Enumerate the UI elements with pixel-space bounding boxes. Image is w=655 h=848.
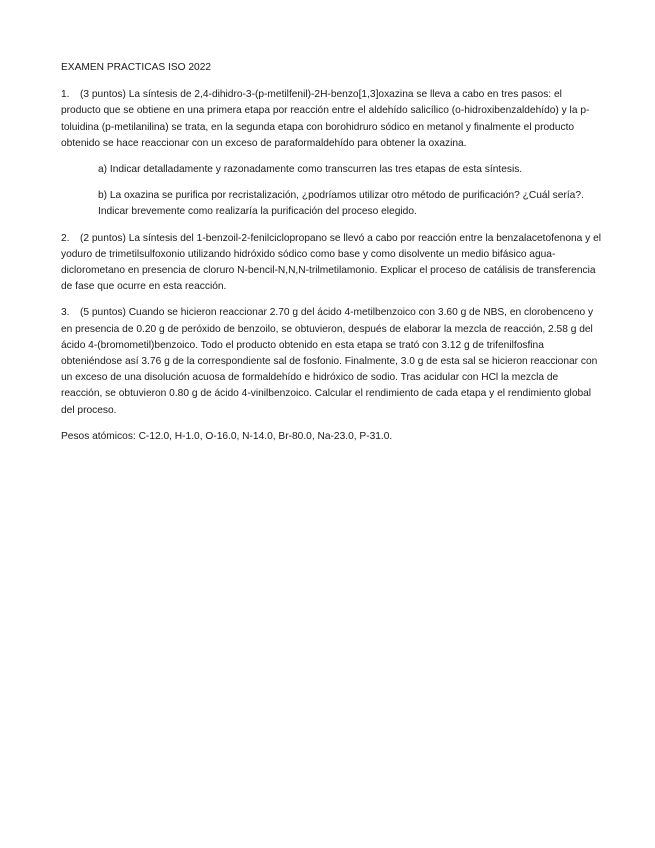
- question-number: 1.: [61, 89, 70, 101]
- question-number: 3.: [61, 307, 70, 319]
- question-1-sub-b: b) La oxazina se purifica por recristalización, ¿podríamos utilizar otro método de purificación? ¿Cuál sería?. Indicar brevemente como realizaría la purificación del proceso elegido.: [98, 190, 584, 218]
- question-1-sub-a: a) Indicar detalladamente y razonadamente como transcurren las tres etapas de esta síntesis.: [98, 164, 523, 176]
- question-text: (3 puntos) La síntesis de 2,4-dihidro-3-(p-metilfenil)-2H-benzo[1,3]oxazina se lleva a cabo en tres pasos: el producto que se obtiene en una primera etapa por reacción entre el aldehído salicílico (o-hidroxibenzaldehído) y la p-toluidina (p-metilanilina) se trata, en la segunda etapa con borohidruro sódico en metanol y finalmente el producto obtenido se hace reaccionar con un exceso de paraformaldehído para obtener la oxazina.: [61, 89, 590, 149]
- question-1: [61, 87, 601, 152]
- document-body: [61, 60, 601, 445]
- question-text: (2 puntos) La síntesis del 1-benzoil-2-fenilciclopropano se llevó a cabo por reacción entre la benzalacetofenona y el yoduro de trimetilsulfoxonio utilizando hidróxido sódico como base y como disolvente un medio bifásico agua-diclorometano en presencia de cloruro N-bencil-N,N,N-trilmetilamonio. Explicar el proceso de catálisis de transferencia de fase que ocurre en esta reacción.: [61, 232, 602, 293]
- question-2: [61, 231, 601, 296]
- atomic-weights-note: Pesos atómicos: C-12.0, H-1.0, O-16.0, N-14.0, Br-80.0, Na-23.0, P-31.0.: [61, 430, 393, 442]
- question-3: [61, 305, 601, 418]
- document-title: EXAMEN PRACTICAS ISO 2022: [61, 62, 212, 73]
- question-number: 2.: [61, 232, 70, 244]
- question-text: (5 puntos) Cuando se hicieron reaccionar 2.70 g del ácido 4-metilbenzoico con 3.60 g de NBS, en clorobenceno y en presencia de 0.20 g de peróxido de benzoilo, se obtuvieron, después de elaborar la mezcla de reacción, 2.58 g del ácido 4-(bromometil)benzoico. Todo el producto obtenido en esta etapa se trató con 3.12 g de trifenilfosfina obteniéndose así 3.76 g de la correspondiente sal de fosfonio. Finalmente, 3.0 g de esta sal se hicieron reaccionar con un exceso de una disolución acuosa de formaldehído e hidróxico de sodio. Tras acidular con HCl la mezcla de reacción, se obtuvieron 0.80 g de ácido 4-vinilbenzoico. Calcular el rendimiento de cada etapa y el rendimiento global del proceso.: [61, 307, 598, 416]
